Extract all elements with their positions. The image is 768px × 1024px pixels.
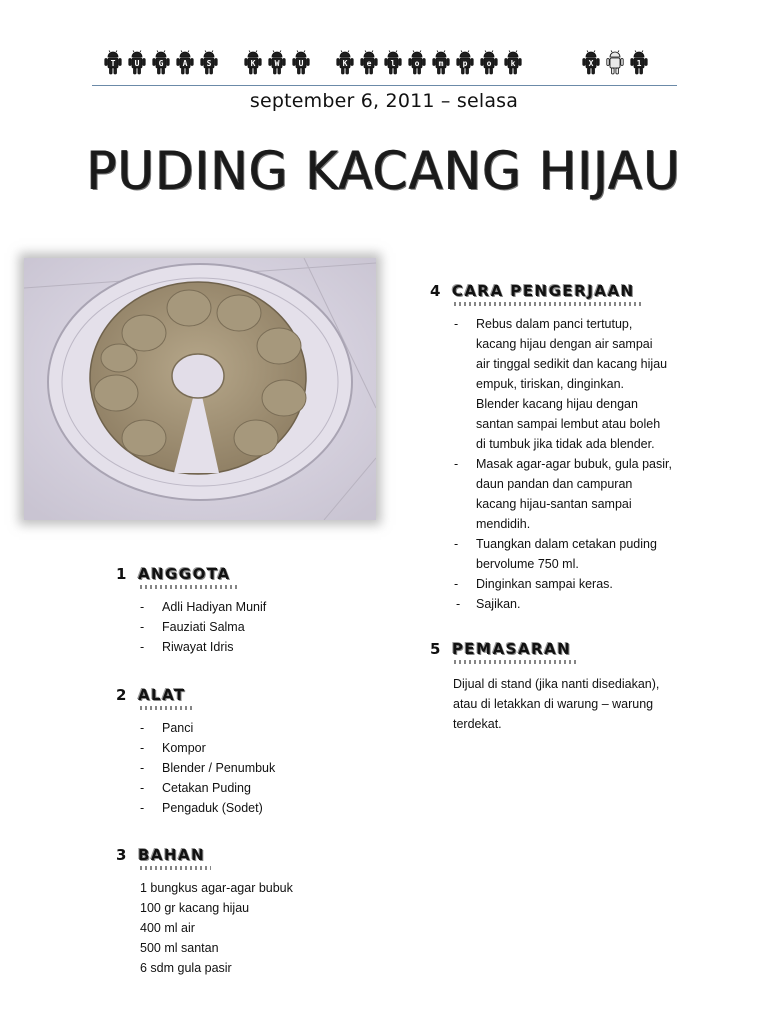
list-item: - Riwayat Idris	[140, 640, 234, 654]
anggota-heading: 1 ANGGOTA	[116, 565, 231, 583]
pemasaran-line: atau di letakkan di warung – warung	[453, 697, 654, 711]
robot-letter: o	[486, 59, 492, 68]
list-item: - Dinginkan sampai keras.	[454, 577, 613, 591]
cara-list	[454, 314, 672, 614]
robot-letter: T	[110, 59, 116, 68]
list-item: - Kompor	[140, 741, 206, 755]
android-robot-icon	[268, 50, 286, 76]
list-item: - Panci	[140, 721, 194, 735]
robot-letter: 1	[636, 59, 642, 68]
date-line: september 6, 2011 – selasa	[249, 90, 519, 112]
robot-letter: k	[510, 59, 516, 68]
android-robot-icon	[128, 50, 146, 76]
list-item: - Tuangkan dalam cetakan puding bervolume 750 ml.	[454, 537, 657, 571]
alat-heading: 2 ALAT	[116, 686, 186, 704]
bahan-list	[140, 878, 293, 978]
list-item: - Adli Hadiyan Munif	[140, 600, 267, 614]
list-item: - Cetakan Puding	[140, 781, 251, 795]
android-robot-icon	[606, 50, 624, 76]
robot-letter: K	[342, 59, 348, 68]
robot-letter: o	[414, 59, 420, 68]
android-robot-icon	[176, 50, 194, 76]
robot-letter: A	[182, 59, 188, 68]
robot-letter: U	[134, 59, 140, 68]
robot-letter: K	[250, 59, 256, 68]
alat-list	[140, 718, 276, 818]
bahan-line: 6 sdm gula pasir	[140, 961, 232, 975]
android-robot-icon	[630, 50, 648, 76]
robot-letter: e	[366, 59, 372, 68]
pemasaran-line: terdekat.	[453, 717, 502, 731]
android-robot-icon	[456, 50, 474, 76]
android-robot-icon	[244, 50, 262, 76]
android-robot-icon	[480, 50, 498, 76]
header-robot-row	[104, 50, 669, 80]
pudding-illustration	[24, 258, 376, 520]
android-robot-icon	[432, 50, 450, 76]
android-robot-icon	[152, 50, 170, 76]
pemasaran-heading: 5 PEMASARAN	[430, 640, 572, 658]
robot-letter: p	[462, 59, 468, 68]
anggota-list	[140, 597, 267, 657]
list-item: - Rebus dalam panci tertutup, kacang hijau dengan air sampai air tinggal sedikit dan kacang hijau empuk, tiriskan, dinginkan. Blender kacang hijau dengan santan sampai lembut atau boleh di tumbuk jika tidak ada blender.	[454, 317, 668, 451]
bahan-line: 400 ml air	[140, 921, 195, 935]
android-robot-icon	[200, 50, 218, 76]
list-item: - Pengaduk (Sodet)	[140, 801, 263, 815]
header-rule	[92, 85, 677, 86]
bahan-line: 500 ml santan	[140, 941, 219, 955]
cara-heading: 4 CARA PENGERJAAN	[430, 282, 635, 300]
robot-letter: m	[438, 59, 444, 68]
robot-letter: W	[274, 59, 280, 68]
robot-letter: X	[588, 59, 594, 68]
robot-letter: l	[390, 59, 396, 68]
pemasaran-text	[453, 674, 659, 734]
robot-letter: U	[298, 59, 304, 68]
android-robot-icon	[292, 50, 310, 76]
android-robot-icon	[408, 50, 426, 76]
list-item: - Blender / Penumbuk	[140, 761, 276, 775]
list-item: - Fauziati Salma	[140, 620, 245, 634]
android-robot-icon	[582, 50, 600, 76]
list-item: - Sajikan.	[456, 597, 521, 611]
robot-letter: S	[206, 59, 212, 68]
android-robot-icon	[360, 50, 378, 76]
robot-letter: G	[158, 59, 164, 68]
bahan-line: 100 gr kacang hijau	[140, 901, 250, 915]
bahan-heading: 3 BAHAN	[116, 846, 206, 864]
page-title: PUDING KACANG HIJAU	[86, 140, 682, 202]
android-robot-icon	[384, 50, 402, 76]
list-item: - Masak agar-agar bubuk, gula pasir, daun pandan dan campuran kacang hijau-santan sampai mendidih.	[454, 457, 672, 531]
android-robot-icon	[504, 50, 522, 76]
bahan-line: 1 bungkus agar-agar bubuk	[140, 881, 293, 895]
pudding-photo	[24, 258, 376, 520]
pemasaran-line: Dijual di stand (jika nanti disediakan),	[453, 677, 660, 691]
android-robot-icon	[336, 50, 354, 76]
android-robot-icon	[104, 50, 122, 76]
